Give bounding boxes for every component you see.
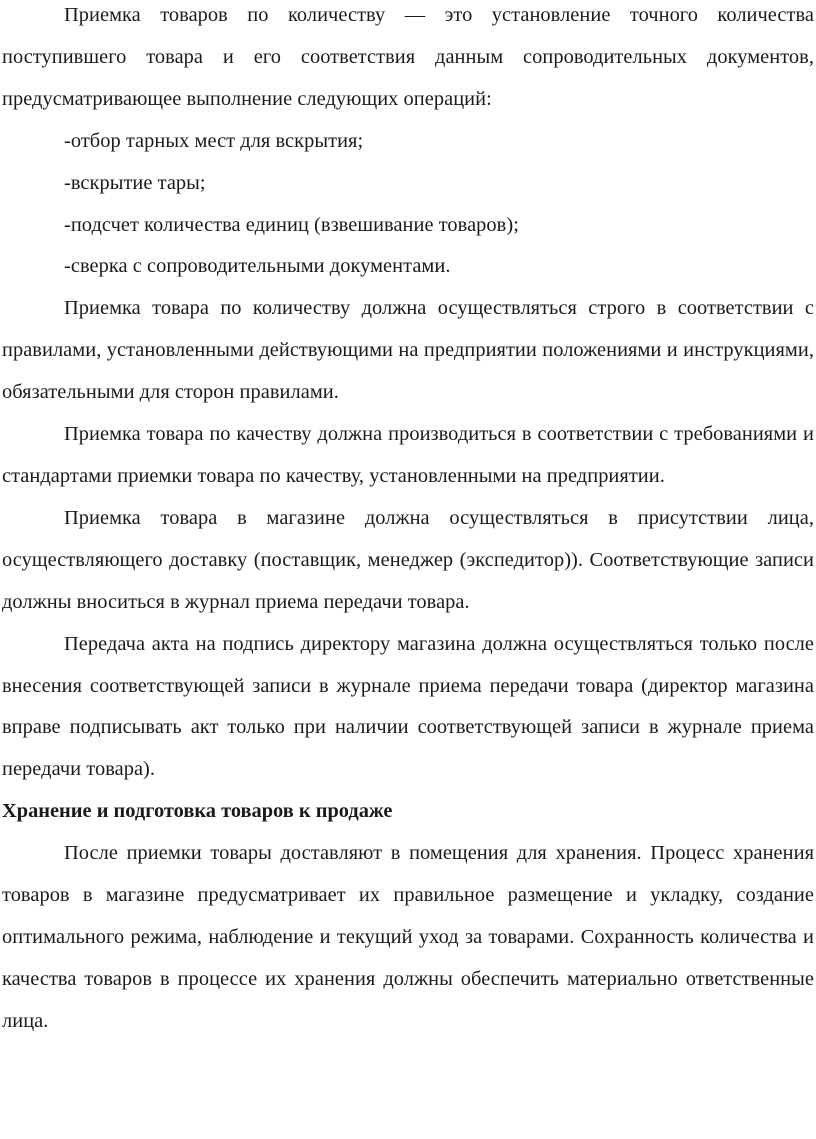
- paragraph-storage-process: После приемки товары доставляют в помещения для хранения. Процесс хранения товаров в магазине предусматривает их правильное размещение и укладку, создание оптимального режима, наблюдение и текущий уход за товарами. Сохранность количества и качества товаров в процессе их хранения должны обеспечить материально ответственные лица.: [2, 842, 814, 1032]
- paragraph-quantity-rules: Приемка товара по количеству должна осуществляться строго в соответствии с правилами, установленными действующими на предприятии положениями и инструкциями, обязательными для сторон правилами.: [2, 297, 814, 404]
- list-item-select-packages: -отбор тарных мест для вскрытия;: [64, 129, 364, 152]
- list-item-check-documents: -сверка с сопроводительными документами.: [64, 255, 451, 278]
- paragraph-act-signature: Передача акта на подпись директору магазина должна осуществляться только после внесения соответствующей записи в журнале приема передачи товара (директор магазина вправе подписывать акт только при наличии соответствующей записи в журнале приема передачи товара).: [2, 632, 814, 781]
- paragraph-quality-acceptance: Приемка товара по качеству должна производиться в соответствии с требованиями и стандартами приемки товара по качеству, установленными на предприятии.: [2, 423, 814, 487]
- section-heading-storage: Хранение и подготовка товаров к продаже: [2, 800, 393, 823]
- list-item-open-packaging: -вскрытие тары;: [64, 171, 206, 194]
- paragraph-delivery-presence: Приемка товара в магазине должна осуществляться в присутствии лица, осуществляющего доставку (поставщик, менеджер (экспедитор)). Соответствующие записи должны вноситься в журнал приема передачи товара.: [2, 506, 814, 613]
- list-item-count-units: -подсчет количества единиц (взвешивание товаров);: [64, 213, 519, 236]
- paragraph-quantity-acceptance-definition: Приемка товаров по количеству — это установление точного количества поступившего товара и его соответствия данным сопроводительных документов, предусматривающее выполнение следующих операций:: [2, 4, 814, 110]
